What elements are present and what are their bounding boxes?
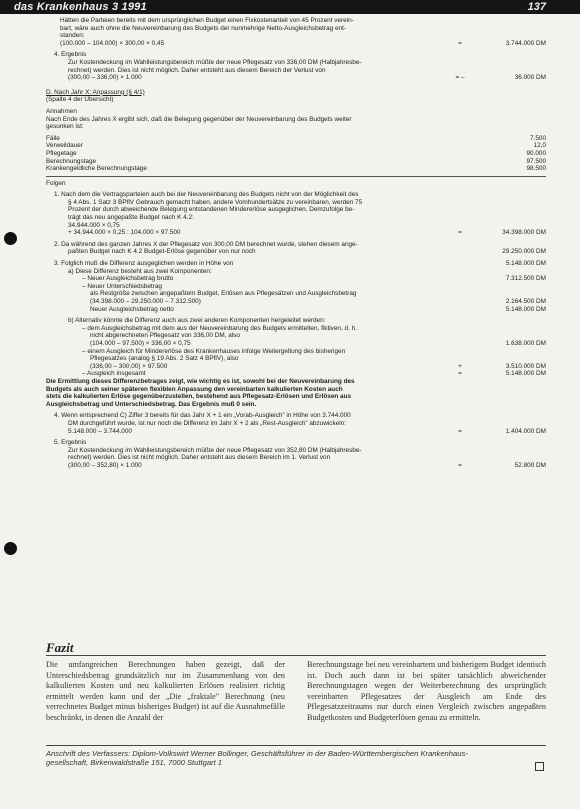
calc-value: 1.638.000 DM xyxy=(505,339,546,347)
calc-label: (300,00 – 352,80) × 1.000 xyxy=(68,461,142,469)
calc-value: 7.312.500 DM xyxy=(505,275,546,283)
calc-label: 5.148.000 – 3.744.000 xyxy=(68,427,132,435)
calc-row xyxy=(82,290,546,298)
item-label: Krankengeldliche Berechnungstage xyxy=(46,165,147,173)
text-line: b) Alternativ könnte die Differenz auch aus zwei anderen Komponenten hergeleitet werden: xyxy=(68,317,326,325)
fazit-column-left: Die umfangreichen Berechnungen haben gezeigt, daß der Unterschiedsbetrag grundsätzlich nur im Zusammenhang von den kalkulierten Kosten und neu kalkulierten Erlösen realisiert richtig ermittelt werden kann und der „Die „fraktale" Berechnung (neu verrechnetes Budget minus bisheriges Budget) ist auf die Ausnahmefälle beschränkt, in denen die Anzahl der xyxy=(46,660,285,722)
calc-label: Neuer Ausgleichsbetrag netto xyxy=(90,305,174,313)
text-line: paßten Budget nach K 4.2 Budget-Erlöse gegenüber von nur noch xyxy=(68,248,256,256)
item-value: 7.500 xyxy=(530,134,546,142)
text-line: – dem Ausgleichsbetrag mit dem aus der Neuvereinbarung des Budgets ermittelten, fiktiven, d. h. xyxy=(82,324,357,332)
annahmen-label: Annahmen xyxy=(46,107,77,115)
item-value: 98.500 xyxy=(526,165,546,173)
text-line: Prozent der durch abweichende Belegung entstandenen Mindererlöse ausgeglichen. Demzufolge be- xyxy=(68,206,355,214)
calc-row xyxy=(54,248,546,256)
calc-label: (34.398.000 – 29.250.000 – 7.312.500) xyxy=(90,298,201,305)
calc-label: – Neuer Unterschiedsbetrag xyxy=(82,282,162,290)
calc-value xyxy=(468,283,546,291)
page-header xyxy=(0,0,580,14)
calc-operator: = xyxy=(458,461,462,469)
text-line: 1. Nach dem die Vertragsparteien auch bei der Neuvereinbarung des Budgets nicht von der Möglichkeit des xyxy=(54,191,359,199)
calc-label: (100.000 – 104.000) × 300,00 × 0,45 xyxy=(60,39,165,47)
list-item xyxy=(46,165,546,173)
calc-row xyxy=(68,428,546,436)
text-line: gesellschaft, Birkenwaldstraße 151, 7000 Stuttgart 1 xyxy=(46,758,223,768)
text-line: rechnet) werden. Dies ist nicht möglich. Daher entsteht aus diesem Bereich der Verlust von xyxy=(68,66,326,74)
fazit-columns xyxy=(46,660,546,724)
text-line: Anschrift des Verfassers: Diplom-Volkswirt Werner Bollinger, Geschäftsführer in der Baden-Württembergischen Krankenhaus- xyxy=(46,749,468,758)
calc-row xyxy=(82,370,546,378)
text-line: gesunken ist: xyxy=(46,123,84,131)
calc-operator: = xyxy=(458,39,462,47)
divider xyxy=(46,745,546,746)
item-value: 12,0 xyxy=(533,142,546,150)
calc-row xyxy=(60,40,546,48)
calc-row xyxy=(82,275,546,283)
calc-label: – Ausgleich insgesamt xyxy=(82,370,146,378)
folgen-1 xyxy=(46,191,546,237)
item-label: Berechnungstage xyxy=(46,157,97,165)
text-line: DM durchgeführt wurde, ist nur noch die Differenz im Jahr X + 2 als „Rest-Ausgleich" abzuwickeln: xyxy=(68,419,346,427)
page-number: 137 xyxy=(527,1,546,13)
item-value: 90.000 xyxy=(526,149,546,157)
section-label: 4. Ergebnis xyxy=(54,51,87,59)
calc-label: 34.944.000 × 0,75 xyxy=(68,221,120,229)
journal-title: das Krankenhaus 3 1991 xyxy=(14,1,147,13)
author-address xyxy=(46,749,526,768)
calc-row xyxy=(68,462,546,470)
folgen-5 xyxy=(46,439,546,469)
text-line: Ausgleichsbetrag und Unterschiedsbetrag. Das Ergebnis muß 0 sein. xyxy=(46,400,257,408)
end-mark-icon xyxy=(535,762,544,771)
calc-value: 5.148.000 DM xyxy=(505,260,546,268)
divider xyxy=(46,176,546,177)
text-line: Die Ermittlung dieses Differenzbetrages zeigt, wie wichtig es ist, sowohl bei der Neuvereinbarung des xyxy=(46,377,355,385)
list-item xyxy=(46,158,546,166)
calc-operator: = xyxy=(458,370,462,378)
item-label: Fälle xyxy=(46,134,60,142)
calc-operator: + xyxy=(458,362,462,370)
calc-value: 3.510.000 DM xyxy=(505,362,546,370)
text-line: bart, wäre auch ohne die Neuvereinbarung des Budgets der nunmehrige Netto-Ausgleichsbetrag ent- xyxy=(60,24,346,32)
annahmen-list xyxy=(46,135,546,173)
calc-operator: = xyxy=(458,229,462,237)
calc-value: 5.148.000 DM xyxy=(505,305,546,313)
calc-row xyxy=(82,306,546,314)
item-label: Pflegetage xyxy=(46,149,77,157)
calc-row xyxy=(82,363,546,371)
text-line: 3. Folglich muß die Differenz ausgeglichen werden in Höhe von xyxy=(54,260,234,268)
section-title: D. Nach Jahr X: Anpassung (§ 4/1) xyxy=(46,88,145,96)
punch-hole-icon xyxy=(4,232,17,245)
calc-label: (104.000 – 97.500) × 336,00 × 0,75 xyxy=(90,339,191,347)
calc-value: 34.398.000 DM xyxy=(502,229,546,237)
text-line: Zur Kostendeckung im Wahlleistungsbereich müßte der neue Pflegesatz von 352,80 DM (Halbjahresbe- xyxy=(68,446,362,454)
calc-row xyxy=(68,74,546,82)
calc-row xyxy=(82,283,546,291)
calc-label: als Restgröße zwischen angepaßtem Budget, Erlösen aus Pflegesätzen und Ausgleichsbetrag xyxy=(90,290,357,298)
text-line: stets die kalkulierten Erlöse gegenüberzustellen, bestehend aus Pflegesatz-Erlösen und Erlösen aus xyxy=(46,393,352,401)
text-line: Nach Ende des Jahres X ergibt sich, daß die Belegung gegenüber der Neuvereinbarung des Budgets weiter xyxy=(46,115,352,123)
punch-hole-icon xyxy=(4,542,17,555)
calc-value: 1.404.000 DM xyxy=(505,427,546,435)
calc-row xyxy=(54,260,546,268)
fazit-column-right: Berechnungstage bei neu vereinbartem und bisherigem Budget identisch ist. Doch auch dann ist bei später tatsächlich abweichender Berechnungstagen wegen der Weiterberechnung des ursprünglich vereinbarten Pflegesatzes der Ausgleich am Ende des Pflegesatzzeitraums nur durch einen Vergleich zwischen angepaßten Budgetkosten und Budgeterlösen genau zu ermitteln. xyxy=(307,660,546,722)
text-line: standen: xyxy=(60,32,85,40)
text-line: § 4 Abs. 1 Satz 3 BPflV Gebrauch gemacht haben, andere Vomhundertsätze zu vereinbaren, werden 75 xyxy=(68,198,363,206)
list-item xyxy=(46,150,546,158)
section-label: 5. Ergebnis xyxy=(54,439,87,447)
text-line: a) Diese Differenz besteht aus zwei Komponenten: xyxy=(68,267,212,275)
calc-value xyxy=(468,290,546,298)
text-line: trägt das neu angepaßte Budget nach K 4.2: xyxy=(68,214,194,222)
folgen-3 xyxy=(46,260,546,378)
calc-value: 3.744.000 DM xyxy=(505,39,546,47)
text-line: nicht abgerechneten Pflegesatz von 336,00 DM, also xyxy=(90,332,240,340)
folgen-2 xyxy=(46,241,546,256)
folgen-4 xyxy=(46,412,546,435)
calc-row xyxy=(82,298,546,306)
ergebnis-1 xyxy=(46,51,546,81)
list-item xyxy=(46,135,546,143)
emphasis-paragraph xyxy=(46,378,546,408)
text-line: Pflegesatzes (analog § 19 Abs. 2 Satz 4 BPflV), also xyxy=(90,355,239,363)
item-value: 97.500 xyxy=(526,157,546,165)
list-item xyxy=(46,142,546,150)
calc-operator: = – xyxy=(455,74,465,82)
calc-label: (336,00 – 300,00) × 97.500 xyxy=(90,362,168,370)
text-line: rechnet) werden. Dies ist nicht möglich. Daher entsteht aus diesem Bereich im 1. Verlust von xyxy=(68,454,331,462)
calc-label: + 34.944.000 × 0,25 : 104.000 × 97.500 xyxy=(68,229,181,237)
calc-label: – Neuer Ausgleichsbetrag brutto xyxy=(82,275,174,283)
text-line: 4. Wenn entsprechend C) Ziffer 3 bereits für das Jahr X + 1 ein „Vorab-Ausgleich" in Höhe von 3.744.000 xyxy=(54,412,351,420)
calc-value: 29.250.000 DM xyxy=(502,248,546,256)
calc-row xyxy=(82,340,546,348)
folgen-label: Folgen xyxy=(46,179,66,187)
calc-value: 5.148.000 DM xyxy=(505,370,546,378)
calc-value: 36.000 DM xyxy=(514,74,546,82)
main-content xyxy=(46,17,546,469)
item-label: Verweildauer xyxy=(46,142,83,150)
calc-row xyxy=(68,229,546,237)
calc-operator: = xyxy=(458,427,462,435)
intro-block xyxy=(46,17,546,47)
fazit-heading: Fazit xyxy=(46,640,74,655)
calc-label: (300,00 – 336,00) × 1.000 xyxy=(68,74,142,82)
text-line: Zur Kostendeckung im Wahlleistungsbereich müßte der neue Pflegesatz von 336,00 DM (Halbjahresbe- xyxy=(68,58,362,66)
text-line: – einem Ausgleich für Mindererlöse des Krankenhauses infolge Weitergeltung des bisherigen xyxy=(82,347,346,355)
calc-value: 2.164.500 DM xyxy=(505,298,546,305)
calc-value: 52.800 DM xyxy=(514,461,546,469)
text-line: Budgets als auch seiner späteren flexiblen Anpassung den vereinbarten kalkulierten Kosten auch xyxy=(46,385,343,393)
text-line: Hätten die Parteien bereits mit dem ursprünglichen Budget einen Fixkostenanteil von 45 Prozent verein- xyxy=(60,17,354,24)
divider xyxy=(46,655,546,656)
text-line: 2. Da während des ganzen Jahres X der Pflegesatz von 300,00 DM berechnet wurde, stehen diesem ange- xyxy=(54,240,358,248)
section-subtitle: (Spalte 4 der Übersicht) xyxy=(46,96,114,104)
